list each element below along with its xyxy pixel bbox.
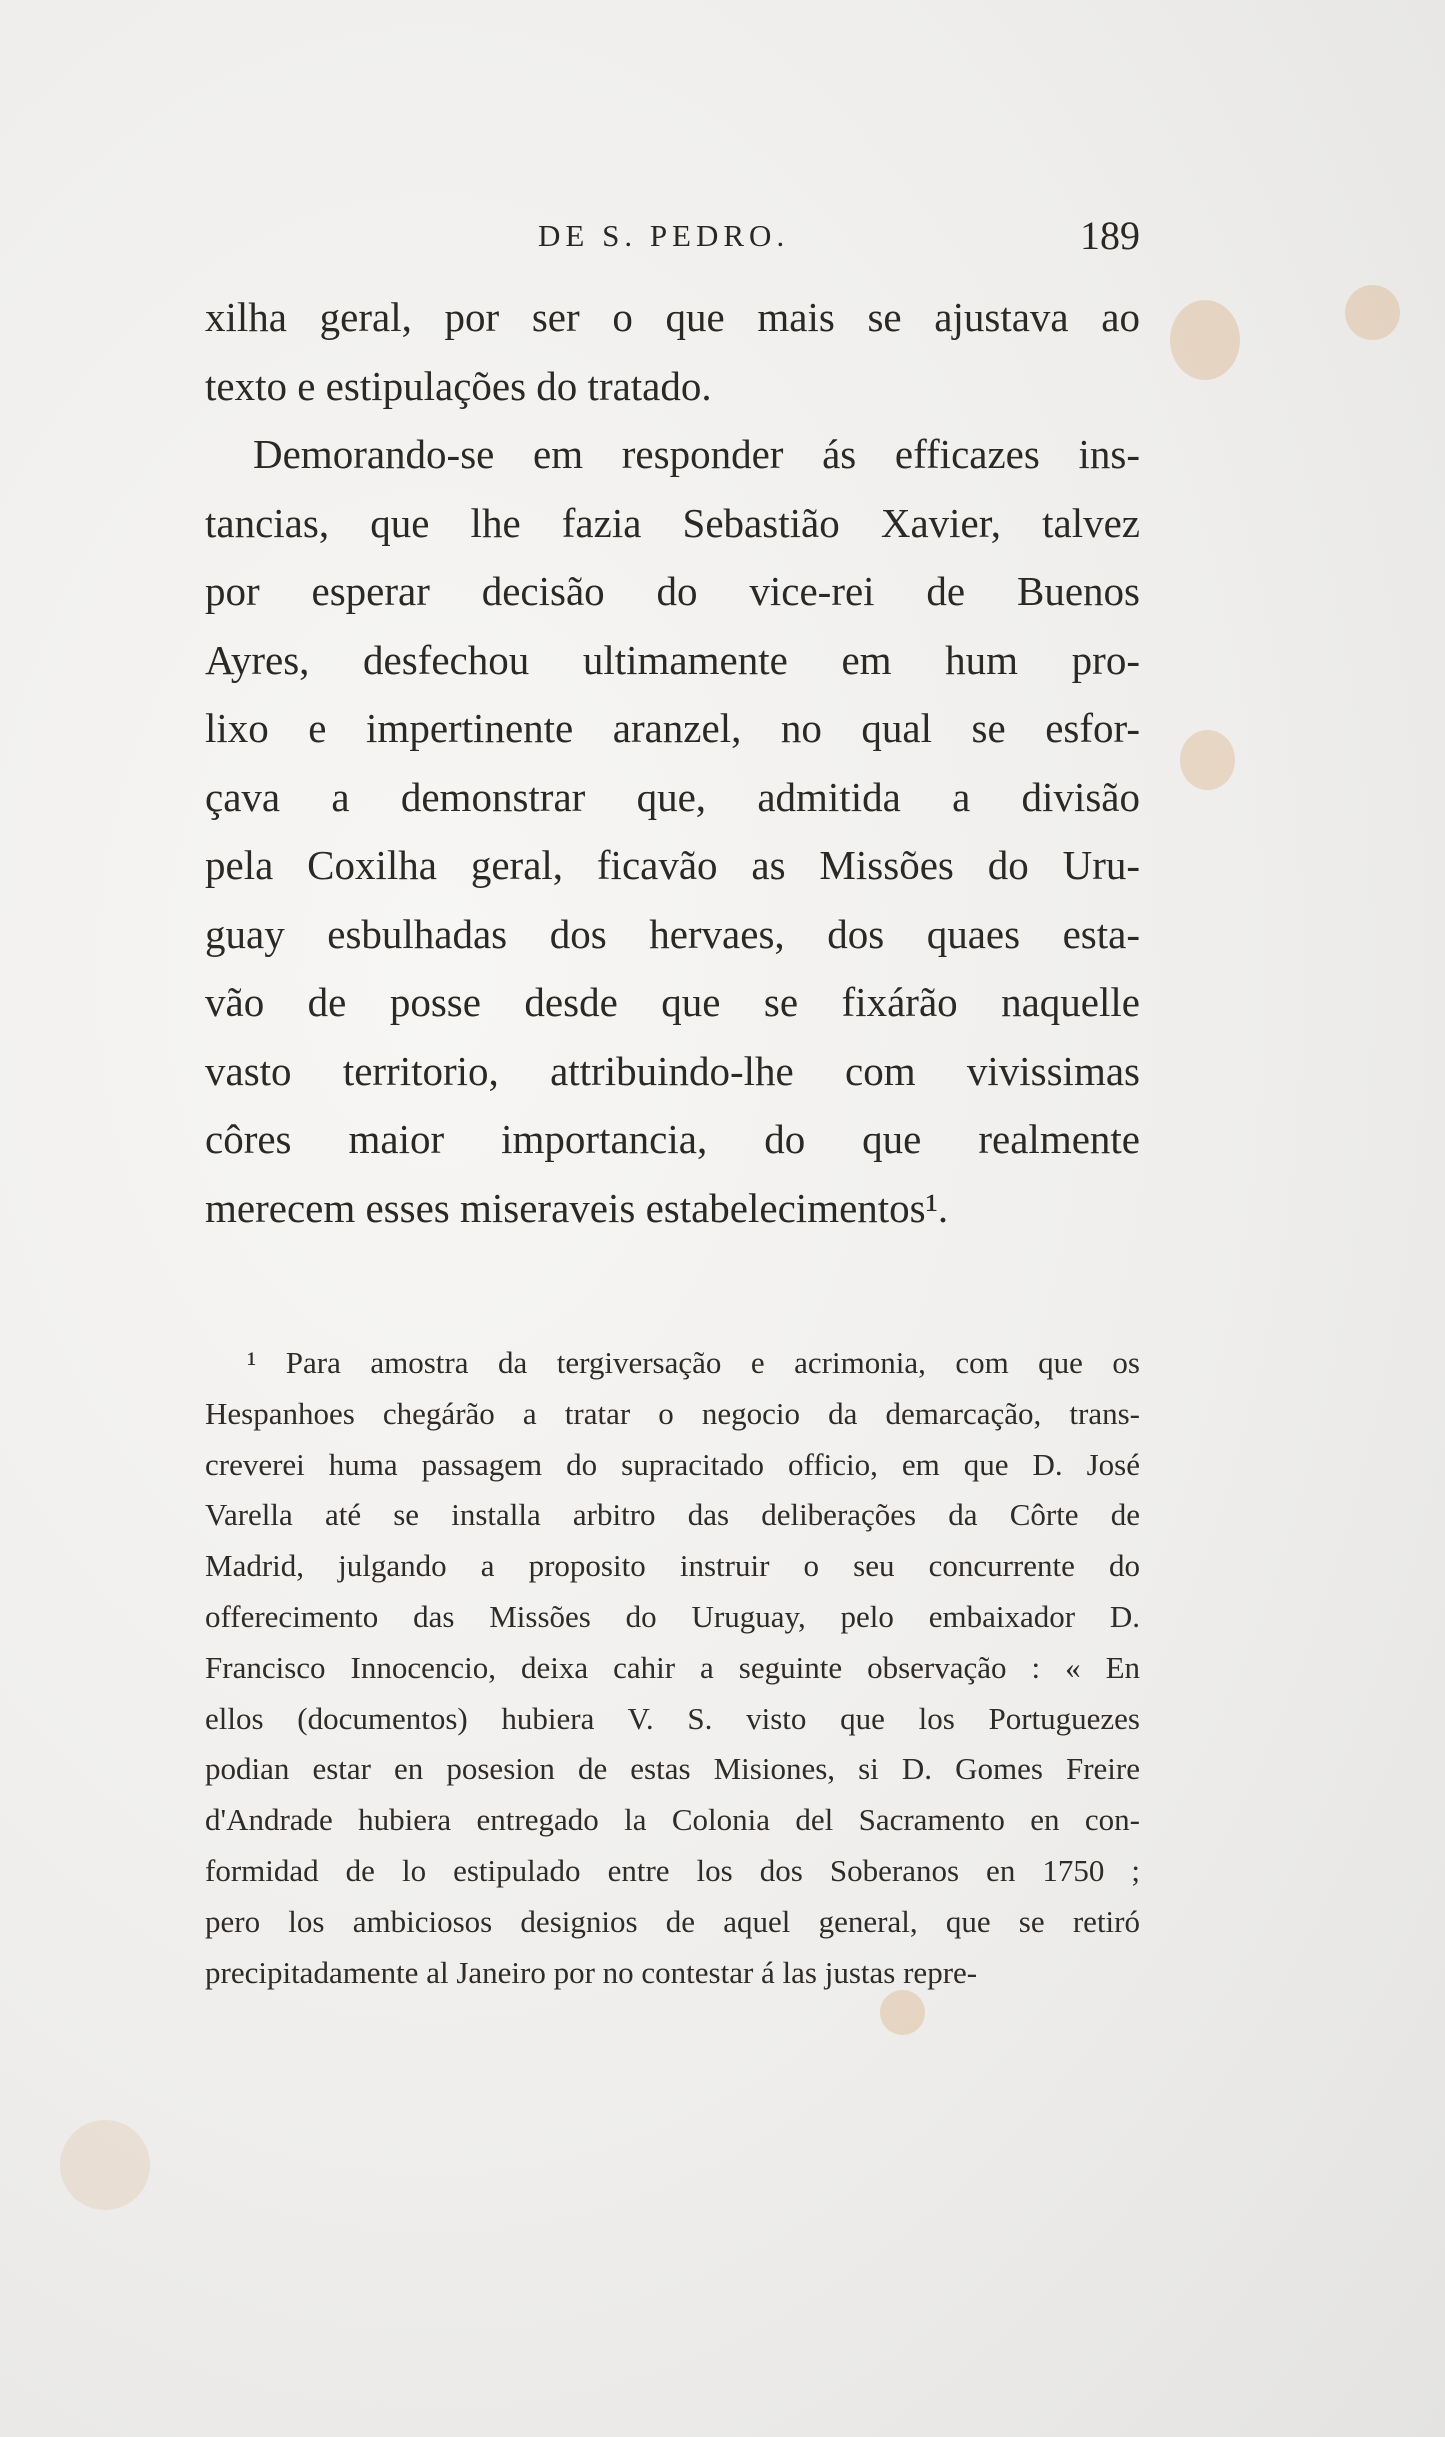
- footnote-line: podian estar en posesion de estas Misiones, si D. Gomes Freire: [205, 1751, 1140, 1787]
- foxing-stain: [1180, 730, 1235, 790]
- footnote-line: offerecimento das Missões do Uruguay, pelo embaixador D.: [205, 1598, 1140, 1634]
- footnote-line: pero los ambiciosos designios de aquel general, que se retiró: [205, 1903, 1140, 1939]
- footnote-line: creverei huma passagem do supracitado officio, em que D. José: [205, 1446, 1140, 1482]
- footnote-line: Varella até se installa arbitro das deliberações da Côrte de: [205, 1497, 1140, 1533]
- footnote-line: ellos (documentos) hubiera V. S. visto que los Portuguezes: [205, 1700, 1140, 1736]
- text-line: vasto territorio, attribuindo-lhe com vivissimas: [205, 1047, 1140, 1094]
- footnote-line: Francisco Innocencio, deixa cahir a seguinte observação : « En: [205, 1649, 1140, 1685]
- running-head: [205, 212, 1140, 262]
- text-line: por esperar decisão do vice-rei de Buenos: [205, 568, 1140, 614]
- footnote-line: Madrid, julgando a proposito instruir o seu concurrente do: [205, 1548, 1140, 1584]
- text-line: guay esbulhadas dos hervaes, dos quaes esta-: [205, 910, 1140, 957]
- text-line: vão de posse desde que se fixárão naquelle: [205, 979, 1140, 1025]
- foxing-stain: [1345, 285, 1400, 340]
- text-line: Ayres, desfechou ultimamente em hum pro-: [205, 636, 1140, 683]
- text-line: merecem esses miseraveis estabelecimentos¹.: [205, 1184, 949, 1231]
- footnote-line: ¹ Para amostra da tergiversação e acrimonia, com que os: [247, 1345, 1140, 1380]
- text-line: pela Coxilha geral, ficavão as Missões do Uru-: [205, 842, 1140, 888]
- text-line: çava a demonstrar que, admitida a divisão: [205, 773, 1140, 820]
- main-text: [205, 283, 1140, 1242]
- page-number: 189: [1080, 213, 1140, 258]
- foxing-stain: [60, 2120, 150, 2210]
- foxing-stain: [1170, 300, 1240, 380]
- text-line: côres maior importancia, do que realmente: [205, 1116, 1140, 1162]
- running-title: DE S. PEDRO.: [538, 218, 790, 253]
- text-line: texto e estipulações do tratado.: [205, 362, 712, 409]
- text-line: Demorando-se em responder ás efficazes ins-: [253, 431, 1140, 477]
- footnote-line: formidad de lo estipulado entre los dos Soberanos en 1750 ;: [205, 1852, 1140, 1888]
- footnote-line: Hespanhoes chegárão a tratar o negocio da demarcação, trans-: [205, 1395, 1140, 1431]
- text-line: lixo e impertinente aranzel, no qual se esfor-: [205, 705, 1140, 751]
- text-line: xilha geral, por ser o que mais se ajustava ao: [205, 294, 1140, 340]
- footnote-line: d'Andrade hubiera entregado la Colonia del Sacramento en con-: [205, 1802, 1140, 1838]
- text-line: tancias, que lhe fazia Sebastião Xavier, talvez: [205, 499, 1140, 546]
- footnote-line: precipitadamente al Janeiro por no contestar á las justas repre-: [205, 1954, 978, 1990]
- footnote: [205, 1338, 1140, 1998]
